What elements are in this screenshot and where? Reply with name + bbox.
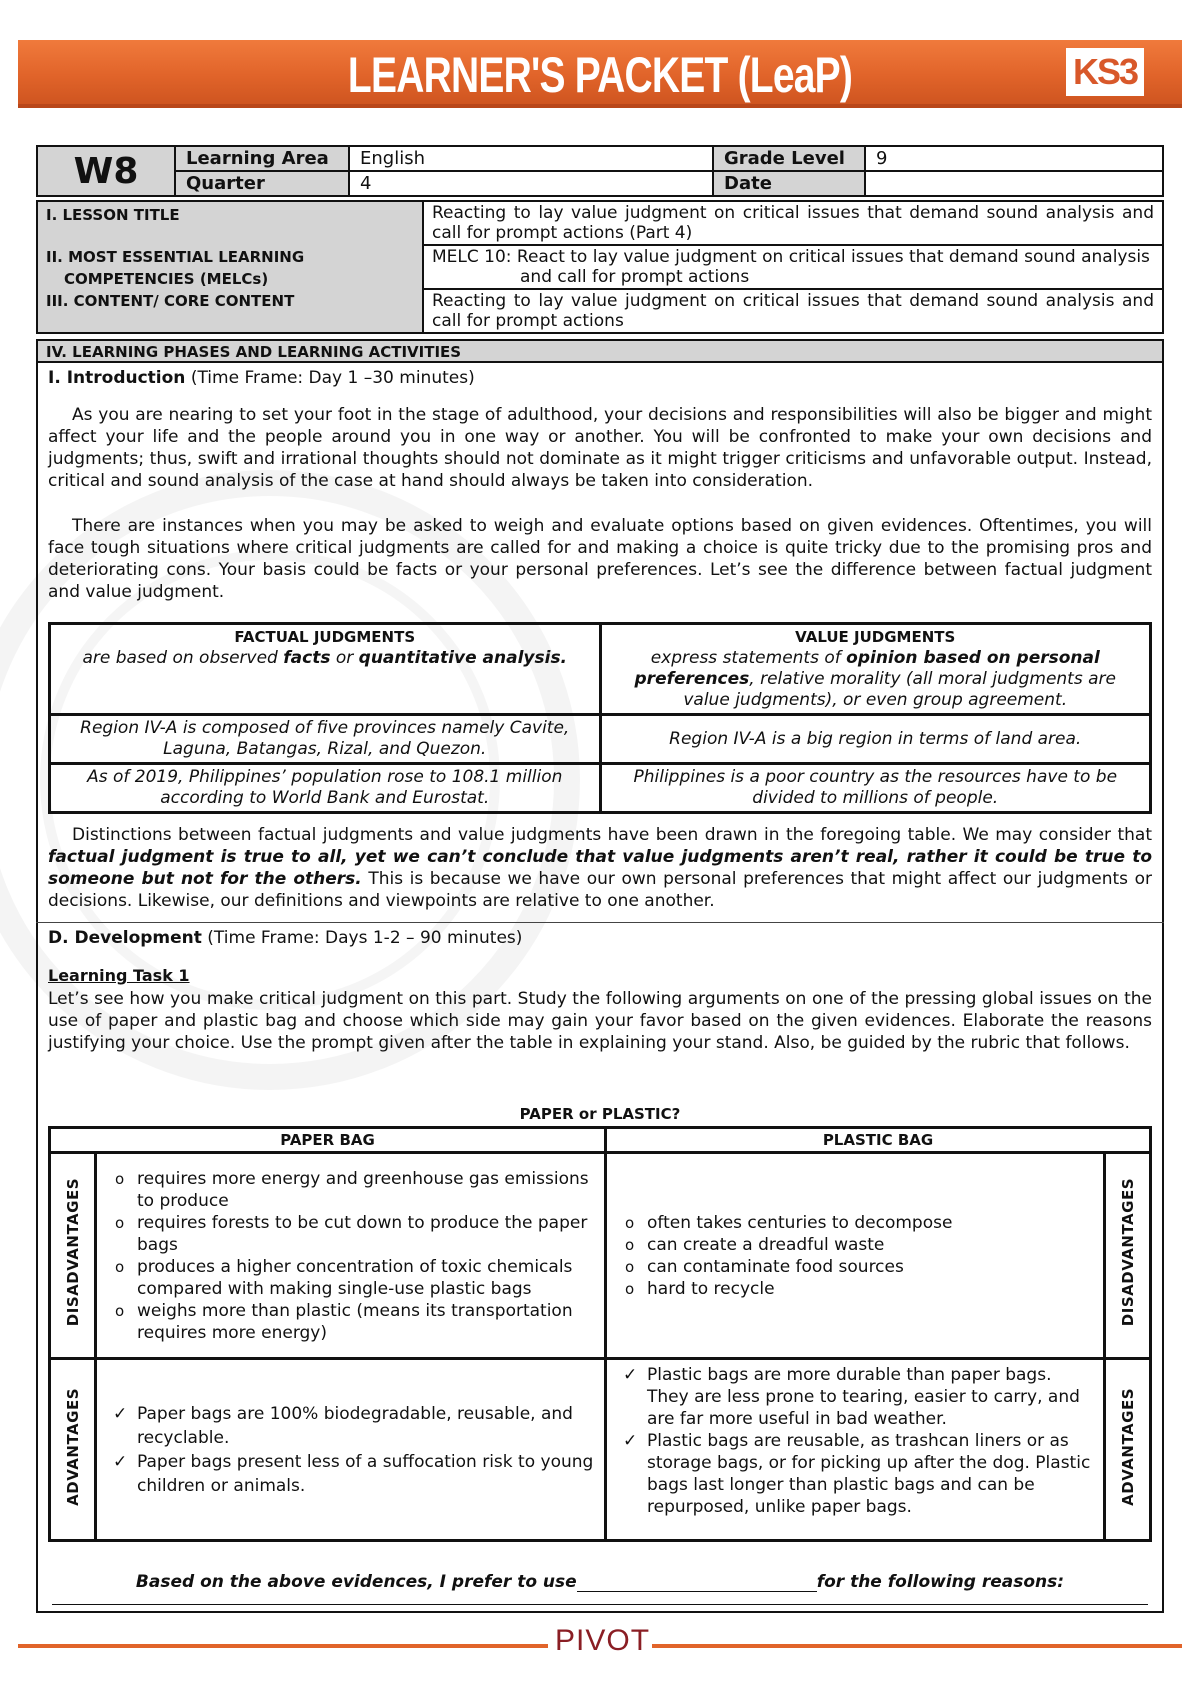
paper-disadvantages-label: DISADVANTAGES [50, 1153, 96, 1359]
list-item: ✓ Plastic bags are reusable, as trashcan liners or as storage bags, or for picking up after the dog. Plastic bags last longer than plastic bags and can be repurposed, unlike paper bags. [623, 1430, 1093, 1518]
list-item: o can contaminate food sources [623, 1256, 1093, 1278]
choice-prompt: Based on the above evidences, I prefer to use for the following reasons: [135, 1572, 1065, 1592]
paper-bag-header: PAPER BAG [50, 1128, 606, 1153]
week-label: W8 [37, 146, 175, 196]
lesson-title-label: I. LESSON TITLE [46, 206, 180, 224]
content-text: Reacting to lay value judgment on critical issues that demand sound analysis and call for prompt actions [423, 289, 1163, 333]
introduction-heading: I. Introduction (Time Frame: Day 1 –30 minutes) [48, 368, 475, 388]
melc-text: MELC 10: React to lay value judgment on critical issues that demand sound analysis and call for prompt actions [423, 245, 1163, 289]
factual-example-1: Region IV-A is composed of five provinces namely Cavite, Laguna, Batangas, Rizal, and Quezon. [50, 715, 601, 764]
plastic-disadvantages-label: DISADVANTAGES [1105, 1153, 1151, 1359]
paper-plastic-title: PAPER or PLASTIC? [519, 1105, 681, 1123]
lesson-labels [37, 201, 423, 333]
value-example-1: Region IV-A is a big region in terms of land area. [600, 715, 1151, 764]
reasons-answer-line[interactable] [52, 1604, 1148, 1605]
intro-paragraph-1: As you are nearing to set your foot in the stage of adulthood, your decisions and responsibilities will also be bigger and might affect your life and the people around you in one way or another. You will be confronted to make your own decisions and judgments; thus, swift and irrational thoughts should not dominate as it might trigger criticisms and unfavorable output. Instead, critical and sound analysis of the case at hand should always be taken into consideration. [48, 405, 1152, 491]
judgments-table [48, 622, 1152, 814]
content-label: III. CONTENT/ CORE CONTENT [46, 292, 295, 310]
ks3-badge: KS3 [1066, 48, 1144, 96]
quarter-value[interactable]: 4 [349, 171, 713, 196]
factual-judgments-header: FACTUAL JUDGMENTS are based on observed facts or quantitative analysis. [50, 624, 601, 715]
distinction-paragraph: Distinctions between factual judgments and value judgments have been drawn in the foregoing table. We may consider that factual judgment is true to all, yet we can’t conclude that value judgments aren’t real, rather it could be true to someone but not for the others. This is because we have our own personal preferences that might affect our judgments or decisions. Likewise, our definitions and viewpoints are relative to one another. [48, 825, 1152, 911]
quarter-label: Quarter [175, 171, 349, 196]
list-item: ✓ Paper bags are 100% biodegradable, reusable, and recyclable. [113, 1402, 594, 1450]
date-label: Date [713, 171, 865, 196]
value-judgments-header: VALUE JUDGMENTS express statements of opinion based on personal preferences, relative morality (all moral judgments are value judgments), or even group agreement. [600, 624, 1151, 715]
choice-blank[interactable] [577, 1574, 817, 1592]
learning-task-text: Let’s see how you make critical judgment on this part. Study the following arguments on one of the pressing global issues on the use of paper and plastic bag and choose which side may gain your favor based on the given evidences. Elaborate the reasons justifying your choice. Use the prompt given after the table in explaining your stand. Also, be guided by the rubric that follows. [48, 989, 1152, 1053]
plastic-advantages [606, 1359, 1105, 1541]
lesson-table [36, 200, 1164, 334]
list-item: ✓ Plastic bags are more durable than paper bags. They are less prone to tearing, easier to carry, and are far more useful in bad weather. [623, 1364, 1093, 1430]
grade-level-value[interactable]: 9 [865, 146, 1163, 171]
section-divider [36, 922, 1164, 923]
plastic-bag-header: PLASTIC BAG [606, 1128, 1151, 1153]
body-frame-bottom [36, 1611, 1164, 1613]
learning-phases-bar: IV. LEARNING PHASES AND LEARNING ACTIVITIES [36, 339, 1164, 363]
plastic-disadvantages [606, 1153, 1105, 1359]
paper-plastic-table [48, 1126, 1152, 1542]
banner-title: LEARNER'S PACKET (LeaP) [347, 47, 853, 103]
learning-area-value[interactable]: English [349, 146, 713, 171]
paper-advantages-label: ADVANTAGES [50, 1359, 96, 1541]
intro-paragraph-2: There are instances when you may be asked to weigh and evaluate options based on given evidences. Oftentimes, you will face tough situations where critical judgments are called for and making a choice is quite tricky due to the promising pros and deteriorating cons. Your basis could be facts or your personal preferences. Let’s see the difference between factual judgment and value judgment. [48, 516, 1152, 602]
list-item: o can create a dreadful waste [623, 1234, 1093, 1256]
melc-label: II. MOST ESSENTIAL LEARNING COMPETENCIES (MELCs) [46, 248, 305, 288]
list-item: o requires more energy and greenhouse gas emissions to produce [113, 1168, 594, 1212]
footer-rule-left [18, 1644, 548, 1648]
list-item: o weighs more than plastic (means its transportation requires more energy) [113, 1300, 594, 1344]
header-table [36, 145, 1164, 197]
paper-advantages [96, 1359, 606, 1541]
development-heading: D. Development (Time Frame: Days 1-2 – 90 minutes) [48, 928, 523, 948]
learning-area-label: Learning Area [175, 146, 349, 171]
list-item: o often takes centuries to decompose [623, 1212, 1093, 1234]
plastic-advantages-label: ADVANTAGES [1105, 1359, 1151, 1541]
list-item: o requires forests to be cut down to produce the paper bags [113, 1212, 594, 1256]
list-item: o produces a higher concentration of toxic chemicals compared with making single-use plastic bags [113, 1256, 594, 1300]
pivot-logo: PIVOT [555, 1624, 651, 1657]
lesson-title: Reacting to lay value judgment on critical issues that demand sound analysis and call for prompt actions (Part 4) [423, 201, 1163, 245]
factual-example-2: As of 2019, Philippines’ population rose to 108.1 million according to World Bank and Eurostat. [50, 764, 601, 813]
value-example-2: Philippines is a poor country as the resources have to be divided to millions of people. [600, 764, 1151, 813]
paper-disadvantages [96, 1153, 606, 1359]
footer-rule-right [652, 1644, 1182, 1648]
learning-task-title: Learning Task 1 [48, 966, 190, 985]
grade-level-label: Grade Level [713, 146, 865, 171]
banner [18, 40, 1182, 108]
list-item: o hard to recycle [623, 1278, 1093, 1300]
list-item: ✓ Paper bags present less of a suffocation risk to young children or animals. [113, 1450, 594, 1498]
date-field[interactable] [865, 171, 1163, 196]
